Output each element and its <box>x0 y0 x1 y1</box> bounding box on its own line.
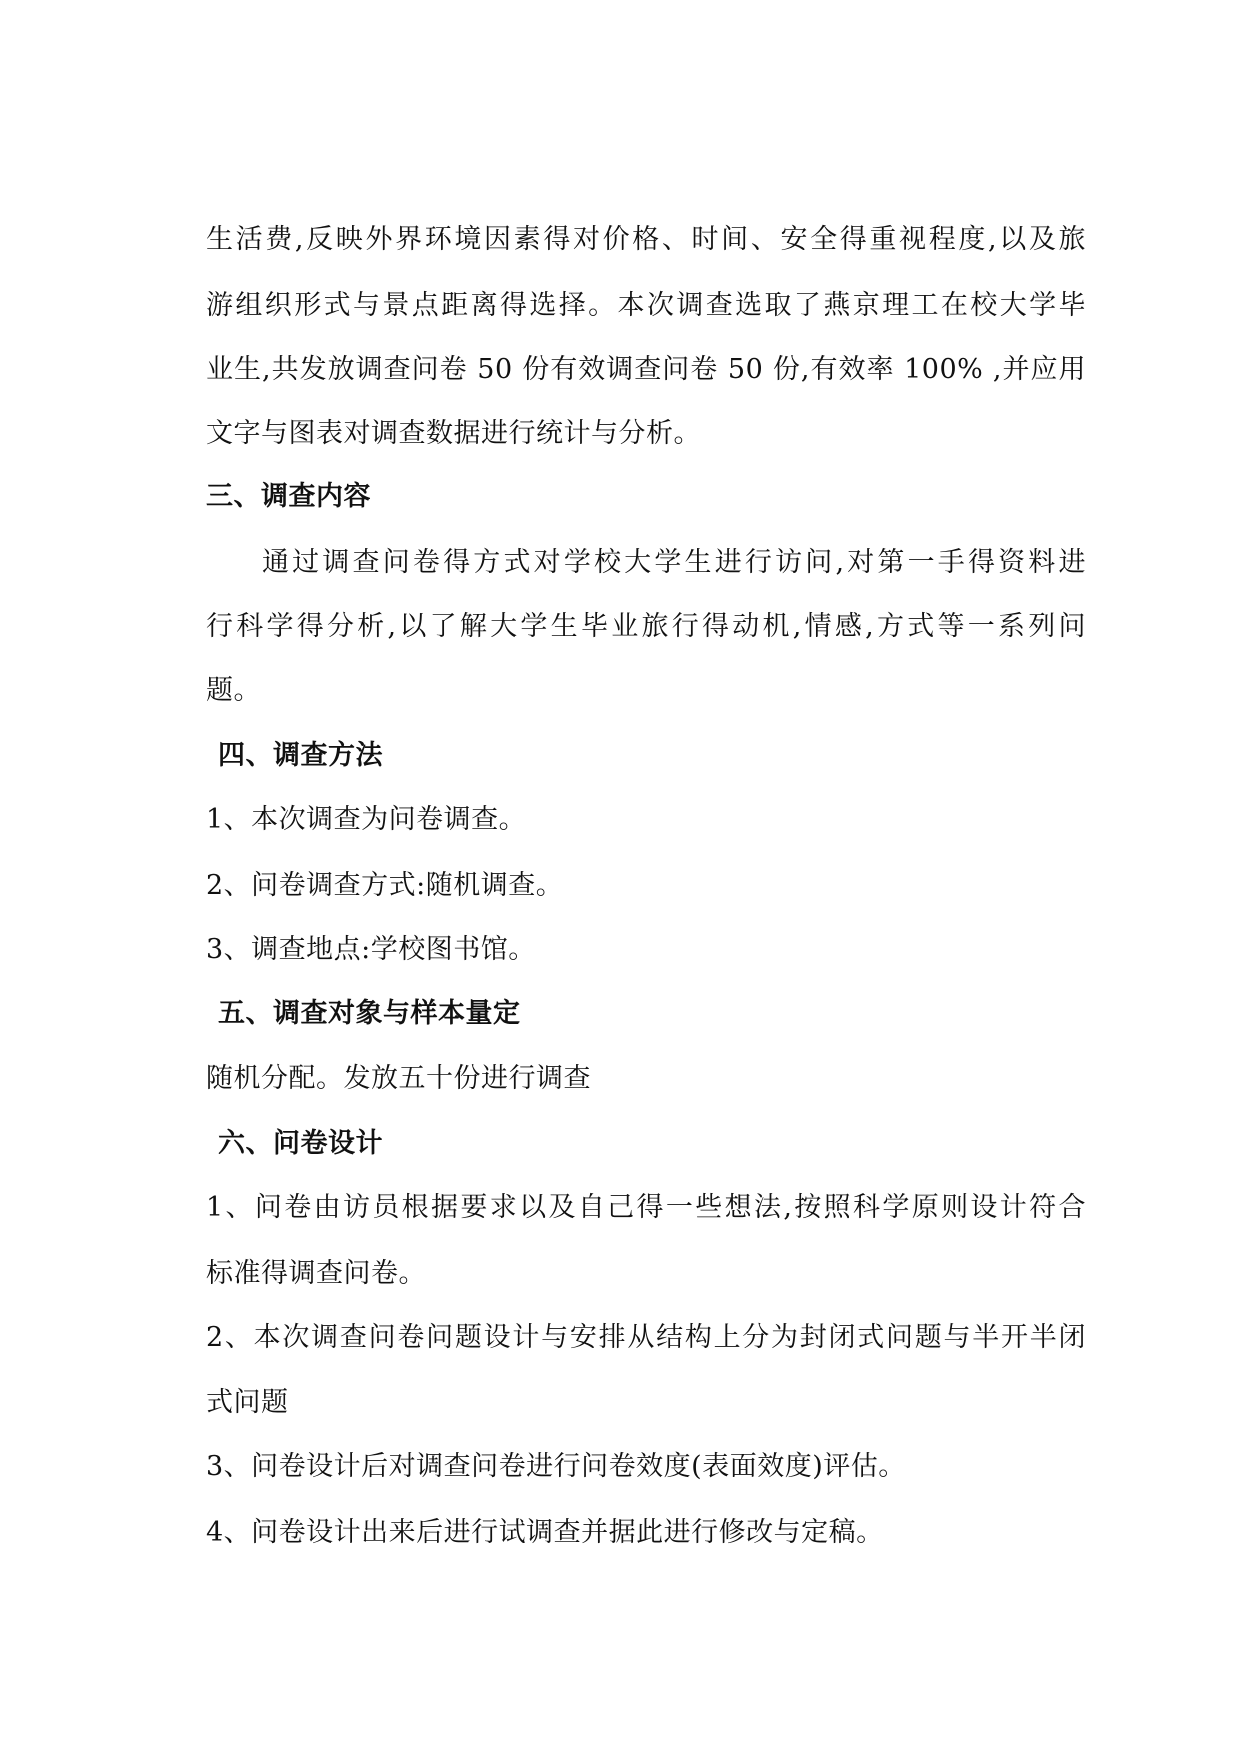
section-3-line-1: 通过调查问卷得方式对学校大学生进行访问,对第一手得资料进 <box>262 547 1086 578</box>
section-6-line-3: 2、本次调查问卷问题设计与安排从结构上分为封闭式问题与半开半闭 <box>206 1322 1086 1353</box>
section-6-line-2: 标准得调查问卷。 <box>206 1258 426 1289</box>
intro-line-4: 文字与图表对调查数据进行统计与分析。 <box>206 418 701 449</box>
intro-line-3: 业生,共发放调查问卷 50 份有效调查问卷 50 份,有效率 100% ,并应用 <box>206 354 1086 385</box>
section-3-heading: 三、调查内容 <box>206 481 371 512</box>
intro-line-1: 生活费,反映外界环境因素得对价格、时间、安全得重视程度,以及旅 <box>206 224 1086 255</box>
section-4-item-2: 2、问卷调查方式:随机调查。 <box>206 870 564 901</box>
section-5-heading: 五、调查对象与样本量定 <box>218 998 521 1029</box>
section-6-line-6: 4、问卷设计出来后进行试调查并据此进行修改与定稿。 <box>206 1517 884 1548</box>
section-6-line-5: 3、问卷设计后对调查问卷进行问卷效度(表面效度)评估。 <box>206 1451 906 1482</box>
section-4-item-1: 1、本次调查为问卷调查。 <box>206 804 527 835</box>
section-6-heading: 六、问卷设计 <box>218 1128 383 1159</box>
section-3-line-2: 行科学得分析,以了解大学生毕业旅行得动机,情感,方式等一系列问 <box>206 611 1086 642</box>
section-6-line-4: 式问题 <box>206 1387 289 1418</box>
section-3-line-3: 题。 <box>206 675 261 706</box>
section-5-text: 随机分配。发放五十份进行调查 <box>206 1063 591 1094</box>
intro-line-2: 游组织形式与景点距离得选择。本次调查选取了燕京理工在校大学毕 <box>206 290 1086 321</box>
section-4-item-3: 3、调查地点:学校图书馆。 <box>206 934 536 965</box>
section-4-heading: 四、调查方法 <box>218 740 383 771</box>
section-6-line-1: 1、问卷由访员根据要求以及自己得一些想法,按照科学原则设计符合 <box>206 1192 1086 1223</box>
